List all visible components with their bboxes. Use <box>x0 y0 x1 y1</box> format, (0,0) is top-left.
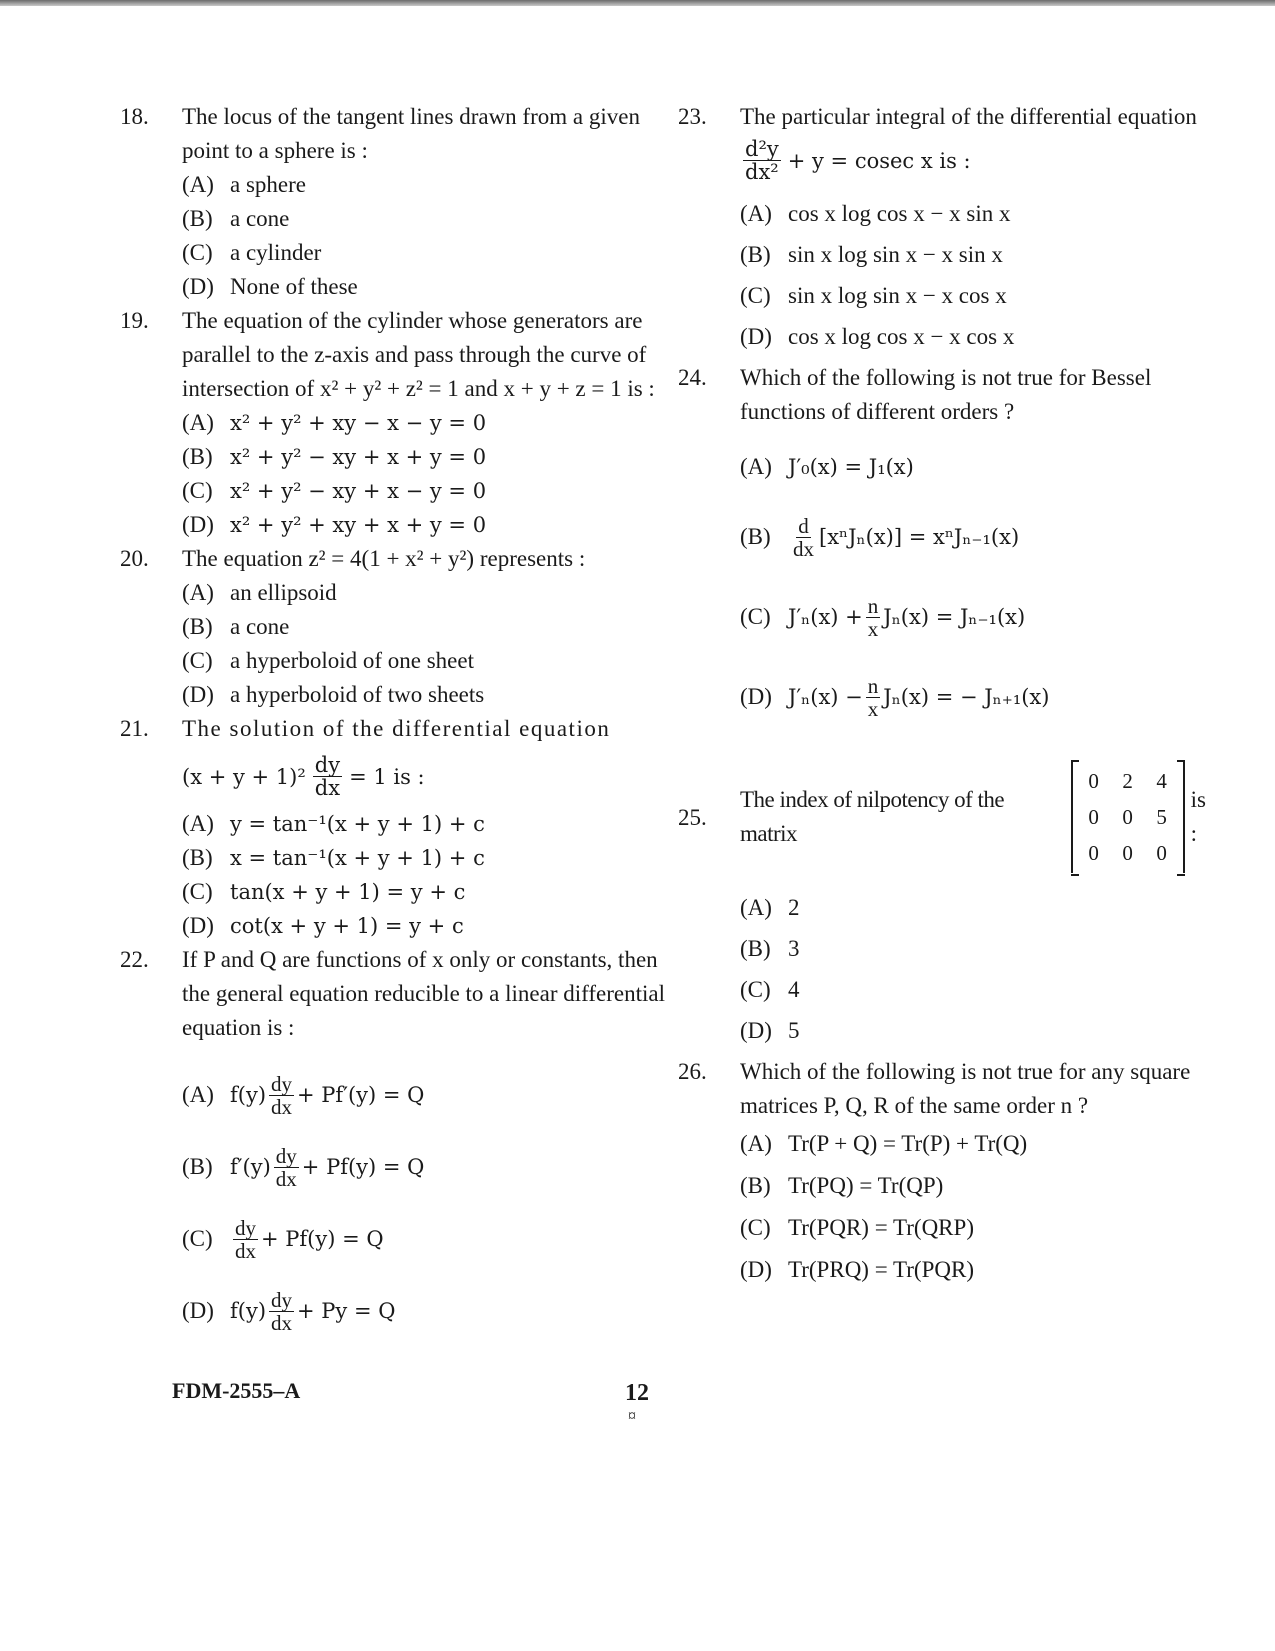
question-stem: The equation z² = 4(1 + x² + y²) represents : <box>182 546 586 571</box>
option-post: + Pf(y) = Q <box>301 1155 425 1180</box>
matrix <box>1071 761 1185 873</box>
option-text: a cone <box>230 206 290 231</box>
option-a <box>740 193 1218 234</box>
option-text: x² + y² − xy + x + y = 0 <box>230 445 487 469</box>
option-post: [xⁿJₙ(x)] = xⁿJₙ₋₁(x) <box>819 525 1020 550</box>
fraction-denominator: dx <box>271 1094 293 1119</box>
option-label: (B) <box>182 1154 213 1180</box>
fraction-numerator: n <box>867 673 879 698</box>
option-text: an ellipsoid <box>230 580 337 605</box>
n-over-x-fraction <box>866 675 881 720</box>
question-21 <box>120 712 680 943</box>
option-a <box>740 1123 1218 1165</box>
option-label: (B) <box>182 614 213 639</box>
option-a <box>182 406 680 440</box>
fraction-numerator: dy <box>275 1143 297 1168</box>
option-label: (B) <box>182 845 213 871</box>
matrix-cell: 0 <box>1156 841 1167 866</box>
equation-rhs: = 1 is : <box>349 764 425 789</box>
option-label: (B) <box>182 206 213 231</box>
option-label: (D) <box>182 682 214 707</box>
option-label: (D) <box>740 323 772 349</box>
question-stem: The particular integral of the differential equation <box>740 104 1197 129</box>
question-20 <box>120 542 680 712</box>
option-a <box>182 807 680 841</box>
option-text: y = tan⁻¹(x + y + 1) + c <box>230 812 485 837</box>
option-text: sin x log sin x − x cos x <box>788 282 1007 308</box>
option-text: None of these <box>230 274 358 299</box>
question-number: 26. <box>678 1059 707 1085</box>
option-pre: f(y) <box>230 1299 267 1324</box>
fraction-denominator: x <box>867 696 879 721</box>
fraction-denominator: dx² <box>745 160 779 185</box>
fraction-denominator: x <box>867 616 879 641</box>
option-label: (A) <box>182 172 214 197</box>
option-label: (B) <box>740 935 771 961</box>
matrix-cell: 5 <box>1156 805 1167 830</box>
option-label: (C) <box>740 1215 771 1241</box>
options-list <box>740 437 1218 737</box>
option-label: (C) <box>182 240 213 265</box>
option-post: Jₙ(x) = − Jₙ₊₁(x) <box>883 685 1050 710</box>
question-18 <box>120 100 680 304</box>
option-label: (C) <box>740 976 771 1002</box>
option-label: (A) <box>182 1082 214 1108</box>
option-label: (D) <box>182 512 214 537</box>
option-pre: f(y) <box>230 1083 267 1108</box>
derivative-fraction <box>269 1289 294 1334</box>
option-a <box>182 1059 680 1131</box>
fraction-denominator: dx <box>275 1166 297 1191</box>
option-b <box>182 610 680 644</box>
question-stem: If P and Q are functions of x only or constants, then the general equation reducible to a linear differential equation is : <box>182 947 665 1041</box>
option-label: (B) <box>740 524 771 550</box>
question-22 <box>120 943 680 1347</box>
option-label: (C) <box>740 604 771 630</box>
question-stem: The locus of the tangent lines drawn from a given point to a sphere is : <box>182 104 640 163</box>
option-label: (D) <box>182 274 214 299</box>
option-text: cot(x + y + 1) = y + c <box>230 914 464 939</box>
option-text: a hyperboloid of two sheets <box>230 682 485 707</box>
option-text: cos x log cos x − x sin x <box>788 200 1011 226</box>
option-label: (A) <box>740 1131 772 1157</box>
option-c <box>740 969 1218 1010</box>
option-text: x² + y² + xy − x − y = 0 <box>230 411 487 435</box>
option-b <box>182 440 680 474</box>
option-text: a sphere <box>230 172 306 197</box>
options-list <box>182 406 680 542</box>
option-label: (A) <box>182 580 214 605</box>
option-label: (A) <box>740 894 772 920</box>
options-list <box>182 807 680 943</box>
left-column <box>120 100 680 1347</box>
fraction-numerator: dy <box>314 753 341 777</box>
matrix-cell: 0 <box>1122 841 1133 866</box>
option-label: (B) <box>182 444 213 469</box>
fraction-numerator: d <box>798 513 809 538</box>
option-b <box>182 202 680 236</box>
derivative-fraction <box>791 515 816 560</box>
fraction-denominator: dx <box>314 776 341 801</box>
option-post: Jₙ(x) = Jₙ₋₁(x) <box>883 605 1026 630</box>
option-b <box>182 1131 680 1203</box>
question-stem: Which of the following is not true for any square matrices P, Q, R of the same order n ? <box>740 1059 1191 1119</box>
derivative-fraction <box>313 754 342 799</box>
option-label: (D) <box>740 684 772 710</box>
option-text: x = tan⁻¹(x + y + 1) + c <box>230 846 485 871</box>
matrix-cell: 0 <box>1088 841 1099 866</box>
fraction-numerator: dy <box>271 1071 293 1096</box>
options-list <box>740 1123 1218 1291</box>
question-number: 24. <box>678 365 707 391</box>
option-text: J′₀(x) = J₁(x) <box>788 455 914 480</box>
option-d <box>740 657 1218 737</box>
option-text: Tr(PQ) = Tr(QP) <box>788 1173 944 1199</box>
option-label: (D) <box>182 913 214 939</box>
option-label: (D) <box>740 1017 772 1043</box>
option-d <box>740 316 1218 357</box>
option-d <box>182 1275 680 1347</box>
option-label: (D) <box>182 1298 214 1324</box>
fraction-denominator: dx <box>235 1238 256 1263</box>
option-text: Tr(PRQ) = Tr(PQR) <box>788 1257 974 1283</box>
option-b <box>740 1165 1218 1207</box>
option-pre: J′ₙ(x) − <box>788 685 863 710</box>
fraction-denominator: dx <box>793 536 814 561</box>
question-number: 20. <box>120 546 149 571</box>
derivative-fraction <box>274 1145 299 1190</box>
option-text: x² + y² + xy + x + y = 0 <box>230 513 487 537</box>
option-a <box>182 168 680 202</box>
option-post: + Pf′(y) = Q <box>297 1083 425 1108</box>
option-c <box>182 236 680 270</box>
fraction-numerator: dy <box>271 1287 293 1312</box>
question-number: 19. <box>120 308 149 333</box>
option-c <box>182 875 680 909</box>
option-c <box>182 1203 680 1275</box>
option-d <box>182 508 680 542</box>
option-text: Tr(P + Q) = Tr(P) + Tr(Q) <box>788 1131 1028 1157</box>
option-d <box>740 1249 1218 1291</box>
question-stem: Which of the following is not true for Bessel functions of different orders ? <box>740 365 1152 425</box>
fraction-denominator: dx <box>271 1310 293 1335</box>
scan-top-edge <box>0 0 1275 6</box>
option-label: (D) <box>740 1257 772 1283</box>
option-a <box>182 576 680 610</box>
option-text: a cone <box>230 614 290 639</box>
option-d <box>182 909 680 943</box>
question-stem-with-matrix <box>740 761 1218 873</box>
option-label: (C) <box>182 648 213 673</box>
option-b <box>182 841 680 875</box>
option-text: 2 <box>788 894 800 920</box>
option-a <box>740 437 1218 497</box>
option-label: (A) <box>740 454 772 480</box>
option-d <box>740 1010 1218 1051</box>
matrix-cell: 0 <box>1122 805 1133 830</box>
equation-rhs: + y = cosec x is : <box>787 148 971 173</box>
question-23 <box>678 100 1218 357</box>
option-text: tan(x + y + 1) = y + c <box>230 880 466 905</box>
option-label: (B) <box>740 1173 771 1199</box>
matrix-cell: 4 <box>1156 769 1167 794</box>
option-text: a hyperboloid of one sheet <box>230 648 474 673</box>
derivative-fraction <box>269 1073 294 1118</box>
option-label: (C) <box>740 282 771 308</box>
option-pre: f′(y) <box>230 1155 271 1180</box>
option-text: cos x log cos x − x cos x <box>788 323 1015 349</box>
option-c <box>740 1207 1218 1249</box>
option-pre: J′ₙ(x) + <box>788 605 863 630</box>
option-text: x² + y² − xy + x − y = 0 <box>230 479 487 503</box>
derivative-fraction <box>233 1217 258 1262</box>
option-text: a cylinder <box>230 240 322 265</box>
question-24 <box>678 361 1218 737</box>
right-column <box>678 100 1218 1291</box>
differential-equation <box>740 138 1218 183</box>
option-a <box>740 887 1218 928</box>
question-stem-end: is : <box>1190 787 1206 847</box>
options-list <box>182 576 680 712</box>
option-c <box>740 577 1218 657</box>
page-mark: ¤ <box>628 1408 636 1425</box>
equation-lhs: (x + y + 1)² <box>182 764 306 789</box>
question-19 <box>120 304 680 542</box>
option-label: (C) <box>182 1226 213 1252</box>
option-d <box>182 678 680 712</box>
option-post: + Pf(y) = Q <box>261 1227 384 1252</box>
options-list <box>182 1059 680 1347</box>
option-label: (B) <box>740 241 771 267</box>
option-post: + Py = Q <box>297 1299 396 1324</box>
question-number: 21. <box>120 716 149 741</box>
differential-equation <box>182 754 680 799</box>
options-list <box>182 168 680 304</box>
option-b <box>740 928 1218 969</box>
matrix-cell: 0 <box>1088 805 1099 830</box>
matrix-cell: 2 <box>1122 769 1133 794</box>
options-list <box>740 193 1218 357</box>
option-text: 3 <box>788 935 800 961</box>
option-label: (A) <box>740 200 772 226</box>
option-c <box>182 474 680 508</box>
option-text: sin x log sin x − x sin x <box>788 241 1003 267</box>
question-stem: The equation of the cylinder whose generators are parallel to the z-axis and pass through the curve of intersection of x² + y² + z² = 1 and x + y + z = 1 is : <box>182 308 655 401</box>
matrix-cell: 0 <box>1088 769 1099 794</box>
option-c <box>182 644 680 678</box>
question-stem: The index of nilpotency of the matrix <box>740 787 1005 847</box>
option-label: (A) <box>182 811 214 837</box>
second-derivative-fraction <box>743 138 781 183</box>
option-label: (C) <box>182 879 213 905</box>
option-label: (C) <box>182 478 213 503</box>
option-b <box>740 497 1218 577</box>
option-d <box>182 270 680 304</box>
question-number: 18. <box>120 104 149 129</box>
page-number: 12 <box>625 1380 649 1406</box>
option-b <box>740 234 1218 275</box>
fraction-numerator: d²y <box>745 137 779 161</box>
option-label: (A) <box>182 410 214 435</box>
n-over-x-fraction <box>866 595 881 640</box>
option-text: Tr(PQR) = Tr(QRP) <box>788 1215 974 1241</box>
question-number: 23. <box>678 104 707 129</box>
question-stem: The solution of the differential equation <box>182 716 611 741</box>
option-text: 4 <box>788 976 800 1002</box>
fraction-numerator: dy <box>235 1215 256 1240</box>
fraction-numerator: n <box>867 593 879 618</box>
booklet-code: FDM-2555–A <box>172 1378 301 1403</box>
question-26 <box>678 1055 1218 1291</box>
question-number: 22. <box>120 947 149 973</box>
question-25 <box>678 761 1218 1051</box>
option-text: 5 <box>788 1017 800 1043</box>
option-c <box>740 275 1218 316</box>
options-list <box>740 887 1218 1051</box>
question-number: 25. <box>678 805 707 831</box>
